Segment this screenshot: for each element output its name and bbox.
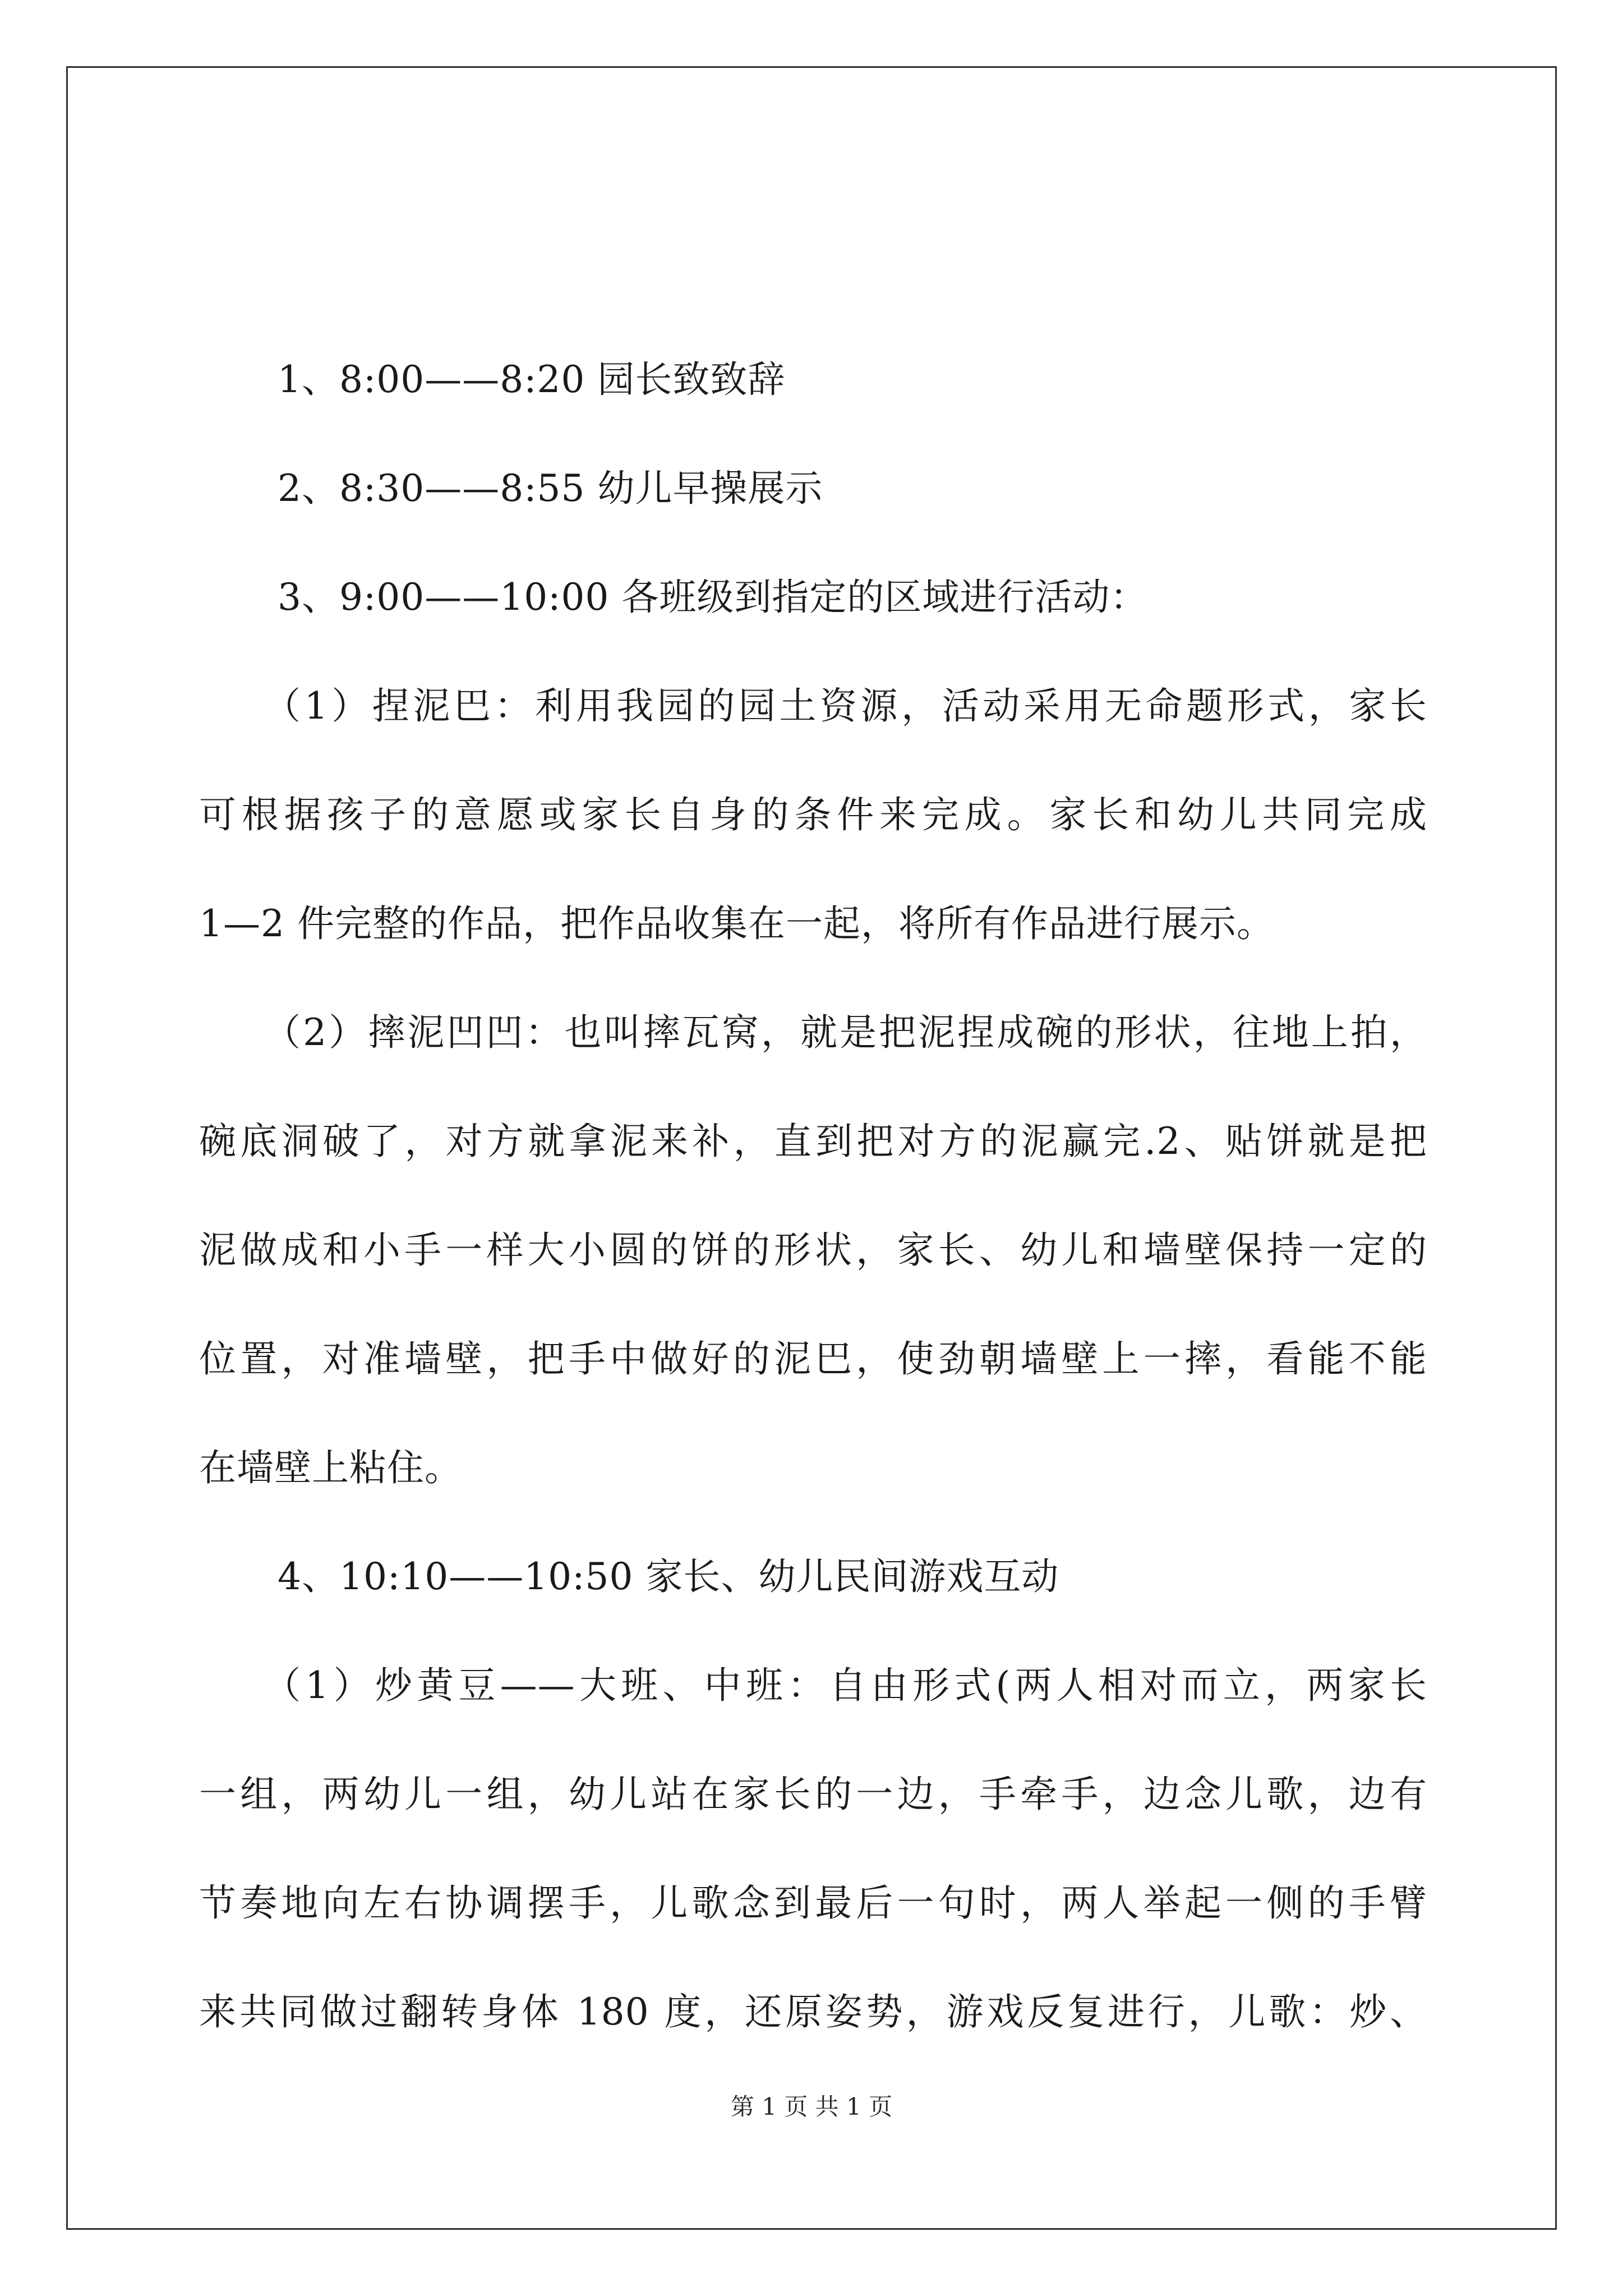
game-1-line-4: 来共同做过翻转身体 180 度，还原姿势，游戏反复进行，儿歌：炒、 bbox=[199, 1990, 1427, 2033]
activity-2-line-5: 在墙壁上粘住。 bbox=[199, 1446, 462, 1489]
activity-2-line-2: 碗底洞破了，对方就拿泥来补，直到把对方的泥赢完.2、贴饼就是把 bbox=[199, 1120, 1427, 1163]
activity-1-line-3: 1—2 件完整的作品，把作品收集在一起，将所有作品进行展示。 bbox=[199, 902, 1274, 945]
activity-2-line-1: （2）摔泥凹凹：也叫摔瓦窝，就是把泥捏成碗的形状，往地上拍， bbox=[264, 1011, 1427, 1054]
schedule-item-3: 3、9:00——10:00 各班级到指定的区域进行活动： bbox=[278, 576, 1148, 619]
schedule-item-1: 1、8:00——8:20 园长致致辞 bbox=[278, 358, 786, 401]
activity-1-line-1: （1）捏泥巴：利用我园的园土资源，活动采用无命题形式，家长 bbox=[264, 684, 1427, 728]
game-1-line-3: 节奏地向左右协调摆手，儿歌念到最后一句时，两人举起一侧的手臂 bbox=[199, 1881, 1427, 1925]
page-number-footer: 第 1 页 共 1 页 bbox=[730, 2093, 893, 2120]
game-1-line-1: （1）炒黄豆——大班、中班：自由形式(两人相对而立，两家长 bbox=[264, 1664, 1427, 1707]
activity-2-line-4: 位置，对准墙壁，把手中做好的泥巴，使劲朝墙壁上一摔，看能不能 bbox=[199, 1337, 1427, 1381]
schedule-item-2: 2、8:30——8:55 幼儿早操展示 bbox=[278, 467, 823, 510]
document-body bbox=[199, 325, 1427, 2067]
game-1-line-2: 一组，两幼儿一组，幼儿站在家长的一边，手牵手，边念儿歌，边有 bbox=[199, 1773, 1427, 1816]
schedule-item-4: 4、10:10——10:50 家长、幼儿民间游戏互动 bbox=[278, 1555, 1059, 1598]
activity-2-line-3: 泥做成和小手一样大小圆的饼的形状，家长、幼儿和墙壁保持一定的 bbox=[199, 1228, 1427, 1272]
activity-1-line-2: 可根据孩子的意愿或家长自身的条件来完成。家长和幼儿共同完成 bbox=[199, 793, 1427, 836]
